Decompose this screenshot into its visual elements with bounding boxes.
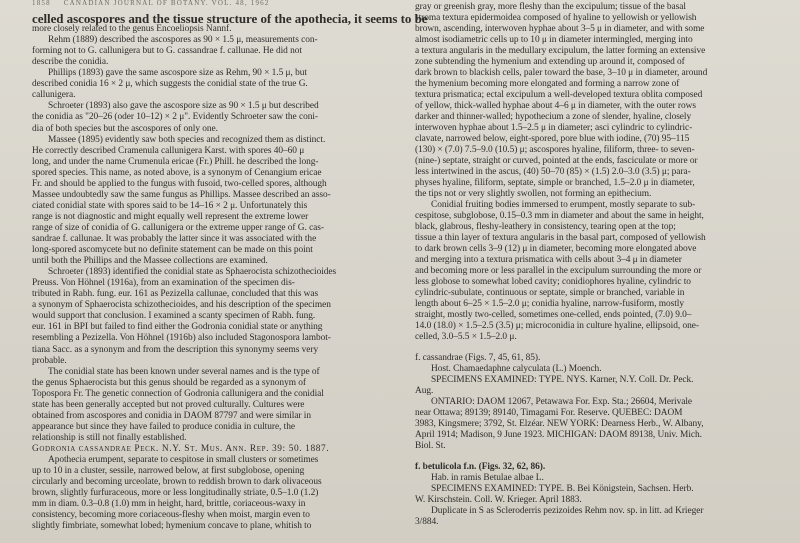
text-line: would support that conclusion. I examined a scanty specimen of Rabh. fung.	[32, 311, 316, 322]
right-text-column	[415, 0, 785, 543]
text-line: almost isodiametric cells up to 10 μ in diameter intermingled, merging into	[415, 35, 693, 45]
text-line: described conidia 16 × 2 μ, which suggests the conidial state of the true G.	[32, 79, 308, 90]
text-line: (130) × (7.0) 7.5–9.0 (10.5) μ; ascospores hyaline, filiform, three- to seven-	[415, 145, 695, 155]
text-line: Fr. and should be applied to the fungus with fusoid, two-celled spores, although	[32, 178, 327, 189]
text-line: less globose to somewhat lobed cavity; conidiophores hyaline, cylindric to	[415, 277, 691, 287]
text-line: describe the conidia.	[32, 57, 109, 68]
journal-title: CANADIAN JOURNAL OF BOTANY. VOL. 48, 1962	[63, 0, 270, 7]
text-line: obtained from ascospores and conidia in DAOM 87797 and were similar in	[32, 410, 311, 421]
text-line: brown, ascending, interwoven hyphae about 3–5 μ in diameter, and with some	[415, 24, 705, 34]
text-line: Rehm (1889) described the ascospores as 90 × 1.5 μ, measurements con-	[48, 35, 318, 46]
text-line: celled ascospores and the tissue structure of the apothecia, it seems to be	[32, 11, 428, 26]
page-number: 1858	[32, 0, 51, 7]
text-line: ciated conidial state with spores said to be 14–16 × 2 μ. Unfortunately this	[32, 200, 308, 211]
text-line: a textura angularis in the medullary excipulum, the latter forming an extensive	[415, 46, 706, 56]
text-line: range is not diagnostic and might equally well represent the extreme lower	[32, 211, 309, 222]
text-line: textura prismatica; ectal excipulum a well-developed textura oblita composed	[415, 90, 703, 100]
text-line: probable.	[32, 355, 67, 366]
text-line: physes hyaline, filiform, septate, simple or branched, 1.5–2.0 μ in diameter,	[415, 178, 695, 188]
text-line: ONTARIO: DAOM 12067, Petawawa For. Exp. Sta.; 26604, Merivale	[431, 396, 693, 407]
text-line: the genus Sphaerocista but this genus should be regarded as a synonym of	[32, 377, 306, 388]
text-line: Conidial fruiting bodies immersed to erumpent, mostly separate to sub-	[431, 200, 696, 210]
text-line: SPECIMENS EXAMINED: TYPE. NYS. Karner, N.Y. Coll. Dr. Peck.	[431, 374, 694, 385]
text-line: Massee undoubtedly saw the same fungus as Phillips. Massee described an asso-	[32, 189, 331, 200]
text-line: long, and under the name Crumenula ericae (Fr.) Phill. he described the long-	[32, 156, 319, 167]
text-line: circularly and becoming urceolate, brown to reddish brown to dark olivaceous	[32, 477, 322, 488]
text-line: black, glabrous, fleshy-leathery in consistency, tearing open at the top;	[415, 222, 676, 232]
text-line: of yellow, thick-walled hyphae about 4–6 μ in diameter, with the outer rows	[415, 101, 696, 111]
text-line: 3983, Kingsmere; 3792, St. Elzéar. NEW YORK: Dearness Herb., W. Albany,	[415, 418, 704, 429]
text-line: Biol. St.	[415, 440, 446, 451]
text-line: straight, mostly two-celled, sometimes one-celled, ends pointed, (7.0) 9.0–	[415, 310, 692, 320]
text-line: f. cassandrae (Figs. 7, 45, 61, 85).	[415, 352, 541, 363]
text-line: W. Kirschstein. Coll. W. Krieger. April 1883.	[415, 494, 582, 505]
text-line: clavate, narrowed below, eight-spored, pore blue with iodine, (70) 95–115	[415, 134, 690, 144]
text-line: slightly fimbriate, somewhat lobed; hymenium concave to plane, whitish to	[32, 521, 312, 532]
text-line: f. betulicola f.n. (Figs. 32, 62, 86).	[415, 461, 546, 472]
text-line: tributed in Rabh. fung. eur. 161 as Pezizella callunae, concluded that this was	[32, 289, 319, 300]
text-line: brown, slightly furfuraceous, more or less longitudinally striate, 0.5–1.0 (1.2)	[32, 488, 319, 499]
text-line: more closely related to the genus Encoeliopsis Nannf.	[32, 24, 232, 35]
text-line: callunigera.	[32, 90, 76, 101]
text-line: (nine-) septate, straight or curved, pointed at the ends, fasciculate or more or	[415, 156, 698, 166]
text-line: relationship is still not finally established.	[32, 432, 187, 443]
text-line: cylindric-subulate, continuous or septate, simple or branched, variable in	[415, 288, 685, 298]
text-line: stroma textura epidermoidea composed of hyaline to yellowish or yellowish	[415, 13, 697, 23]
text-line: cespitose, subglobose, 0.15–0.3 mm in diameter and about the same in height,	[415, 211, 704, 221]
text-line: Hab. in ramis Betulae albae L.	[431, 472, 544, 483]
text-line: less intertwined in the ascus, (40) 50–70 (85) × (1.5) 2.0–3.0 (3.5) μ; para-	[415, 167, 691, 177]
text-line: sandrae f. callunae. It was probably the latter since it was associated with the	[32, 234, 317, 244]
text-line: Phillips (1893) gave the same ascospore size as Rehm, 90 × 1.5 μ, but	[48, 68, 307, 79]
text-line: up to 10 in a cluster, sessile, narrowed below, at first subglobose, opening	[32, 466, 305, 477]
text-line: a synonym of Sphaerocista schizothecioides, and his description of the specimen	[32, 300, 331, 311]
text-line: range of size of conidia of G. callunigera or the extreme upper range of G. cas-	[32, 222, 324, 233]
text-line: He correctly described Cramenula callunigera Karst. with spores 40–60 μ	[32, 145, 305, 156]
text-line: forming not to G. callunigera but to G. cassandrae f. callunae. He did not	[32, 46, 302, 57]
text-line: resembling a Pezizella. Von Höhnel (1916b) also included Stagonospora lambot-	[32, 333, 331, 344]
text-line: Schroeter (1893) identified the conidial state as Sphaerocista schizothecioides	[48, 267, 337, 278]
text-line: to dark brown cells 3–9 (12) μ in diameter, becoming more elongated above	[415, 244, 697, 254]
text-line: 14.0 (18.0) × 1.5–2.5 (3.5) μ; microconidia in culture hyaline, ellipsoid, one-	[415, 321, 699, 331]
text-line: SPECIMENS EXAMINED: TYPE. B. Bei Königstein, Sachsen. Herb.	[431, 483, 694, 494]
text-line: celled, 3.0–5.5 × 1.5–2.0 μ.	[415, 332, 517, 342]
text-line: Godronia cassandrae Peck. N.Y. St. Mus. Ann. Rep. 39: 50. 1887.	[32, 443, 330, 454]
text-line: Preuss. Von Höhnel (1916a), from an examination of the specimen dis-	[32, 278, 295, 289]
text-line: state has been generally accepted but not proved culturally. Cultures were	[32, 399, 305, 410]
text-line: 3/884.	[415, 516, 439, 527]
text-line: darker and thinner-walled; hypothecium a zone of slender, hyaline, closely	[415, 112, 692, 122]
text-line: and merging into a textura prismatica with cells about 3–4 μ in diameter	[415, 255, 682, 265]
text-line: and becoming more or less parallel in the excipulum surrounding the more or	[415, 266, 702, 276]
text-line: interwoven hyphae about 1.5–2.5 μ in diameter; asci cylindric to cylindric-	[415, 123, 693, 133]
text-line: Aug.	[415, 385, 434, 396]
text-line: dark brown to blackish cells, paler toward the base, 3–10 μ in diameter, around	[415, 68, 708, 78]
text-line: Schroeter (1893) also gave the ascospore size as 90 × 1.5 μ but described	[48, 101, 319, 112]
text-line: tiana Sacc. as a synonym and from the description this synonymy seems very	[32, 344, 319, 355]
text-line: long-spored ascomycete but no definite statement can be made on this point	[32, 245, 313, 256]
text-line: tissue a thin layer of textura angularis in the basal part, composed of yellowish	[415, 233, 706, 243]
text-line: Duplicate in S as Scleroderris pezizoides Rehm nov. sp. in litt. ad Krieger	[431, 505, 704, 516]
text-line: zone subtending the hymenium and extending up around it, composed of	[415, 57, 685, 67]
text-line: April 1914; Madison, 9 June 1923. MICHIGAN: DAOM 89138, Univ. Mich.	[415, 429, 702, 440]
text-line: The conidial state has been known under several names and is the type of	[48, 366, 320, 377]
text-line: consistency, becoming more coriaceous-fleshy when moist, margin even to	[32, 510, 310, 521]
text-line: appearance but since they have failed to produce conidia in culture, the	[32, 421, 295, 432]
text-line: the hymenium becoming more elongated and forming a narrow zone of	[415, 79, 680, 89]
text-line: Host. Chamaedaphne calyculata (L.) Moench.	[431, 363, 602, 374]
text-line: the conidia as "20–26 (oder 10–12) × 2 μ". Evidently Schroeter saw the coni-	[32, 112, 318, 123]
text-line: Massee (1895) evidently saw both species and recognized them as distinct.	[48, 134, 326, 145]
text-line: eur. 161 in BPI but failed to find either the Godronia conidial state or anything	[32, 322, 323, 333]
text-line: until both the Phillips and the Massee collections are examined.	[32, 256, 268, 267]
text-line: gray or greenish gray, more fleshy than the excipulum; tissue of the basal	[415, 2, 686, 12]
text-line: spored species. This name, as noted above, is a synonym of Cenangium ericae	[32, 167, 322, 178]
text-line: near Ottawa; 89139; 89140, Timagami For. Reserve. QUEBEC: DAOM	[415, 407, 683, 418]
text-line: the tips not or very slightly swollen, not forming an epithecium.	[415, 189, 652, 199]
text-line: length about 6–25 × 1.5–2.0 μ; conidia hyaline, narrow-fusiform, mostly	[415, 299, 684, 309]
text-line: dia of both species but the ascospores of only one.	[32, 123, 218, 134]
text-line: Apothecia erumpent, separate to cespitose in small clusters or sometimes	[48, 455, 319, 465]
text-line: mm in diam. 0.3–0.8 (1.0) mm in height, hard, brittle, coriaceous-waxy in	[32, 499, 306, 510]
text-line: Topospora Fr. The genetic connection of Godronia callunigera and the conidial	[32, 388, 324, 399]
